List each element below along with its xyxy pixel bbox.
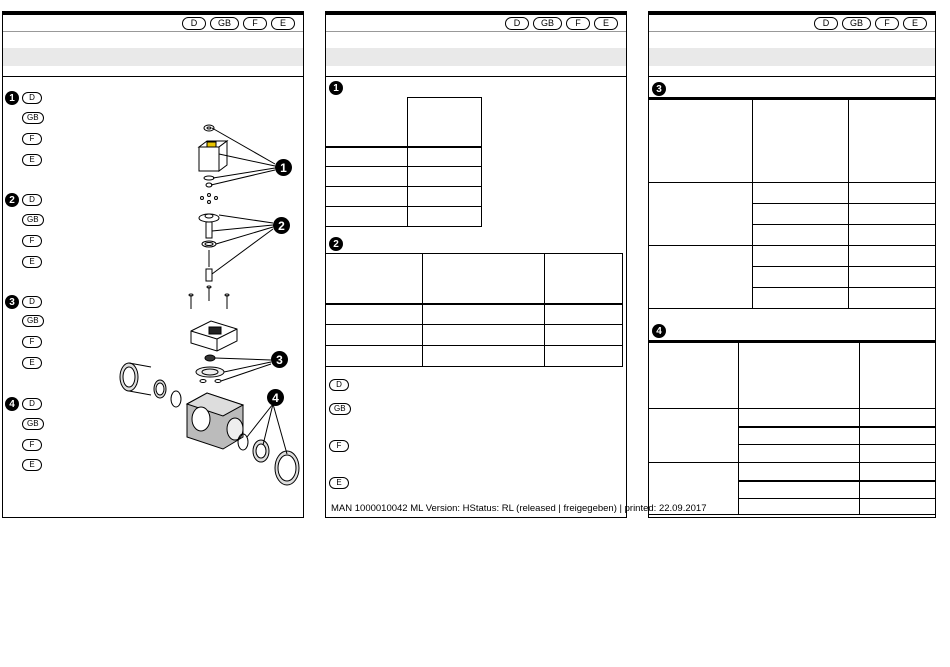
lang-badge-gb: GB [842,17,871,30]
lang-badge-e: E [22,154,42,166]
lang-badge-gb: GB [533,17,562,30]
lang-badge-e: E [22,459,42,471]
lang-badge-d: D [505,17,529,30]
section-2-row-d [5,193,42,207]
lang-badge-d: D [22,296,42,308]
lang-badge-e: E [903,17,927,30]
lang-badge-d: D [814,17,838,30]
title-band [649,31,935,48]
table-section-1 [325,97,482,227]
section-number-1: 1 [5,91,19,105]
lang-badge-d: D [329,379,349,391]
lang-badge-f: F [566,17,590,30]
panel-left [2,11,304,518]
lang-badge-f: F [875,17,899,30]
panel-right [648,11,936,518]
lang-badge-e: E [594,17,618,30]
language-header [3,15,303,31]
section-number-2: 2 [5,193,19,207]
table-section-3 [648,99,936,309]
section-number-3: 3 [652,82,666,96]
lang-badge-f: F [243,17,267,30]
section-4-row-d [5,397,42,411]
lang-badge-f: F [22,439,42,451]
table-section-4 [648,342,936,515]
lang-badge-f: F [22,235,42,247]
section-number-4: 4 [652,324,666,338]
lang-badge-d: D [22,194,42,206]
lang-badge-d: D [22,92,42,104]
title-band [3,31,303,48]
lang-badge-d: D [22,398,42,410]
grey-band [3,48,303,66]
section-number-4: 4 [5,397,19,411]
subtitle-band [649,66,935,77]
callout-4: 4 [267,389,284,406]
lang-badge-e: E [22,256,42,268]
grey-band [649,48,935,66]
section-3-row-d [5,295,42,309]
language-header [649,15,935,31]
lang-badge-gb: GB [210,17,239,30]
grey-band [326,48,626,66]
panel-middle [325,11,627,518]
lang-badge-d: D [182,17,206,30]
subtitle-band [326,66,626,77]
language-header [326,15,626,31]
title-band [326,31,626,48]
lang-badge-f: F [22,133,42,145]
subtitle-band [3,66,303,77]
lang-badge-gb: GB [22,315,44,327]
lang-badge-f: F [329,440,349,452]
lang-badge-gb: GB [22,214,44,226]
lang-badge-e: E [22,357,42,369]
lang-badge-f: F [22,336,42,348]
lang-badge-e: E [271,17,295,30]
section-1-row-d [5,91,42,105]
lang-badge-gb: GB [22,112,44,124]
document-footer: MAN 1000010042 ML Version: HStatus: RL (released | freigegeben) | printed: 22.09.2017 [331,503,707,514]
section-number-2: 2 [329,237,343,251]
valve-exploded-view-drawing [103,119,303,504]
lang-badge-gb: GB [22,418,44,430]
section-number-3: 3 [5,295,19,309]
lang-badge-e: E [329,477,349,489]
lang-badge-gb: GB [329,403,351,415]
table-section-2 [325,253,623,367]
section-number-1: 1 [329,81,343,95]
callout-3: 3 [271,351,288,368]
callout-1: 1 [275,159,292,176]
callout-2: 2 [273,217,290,234]
